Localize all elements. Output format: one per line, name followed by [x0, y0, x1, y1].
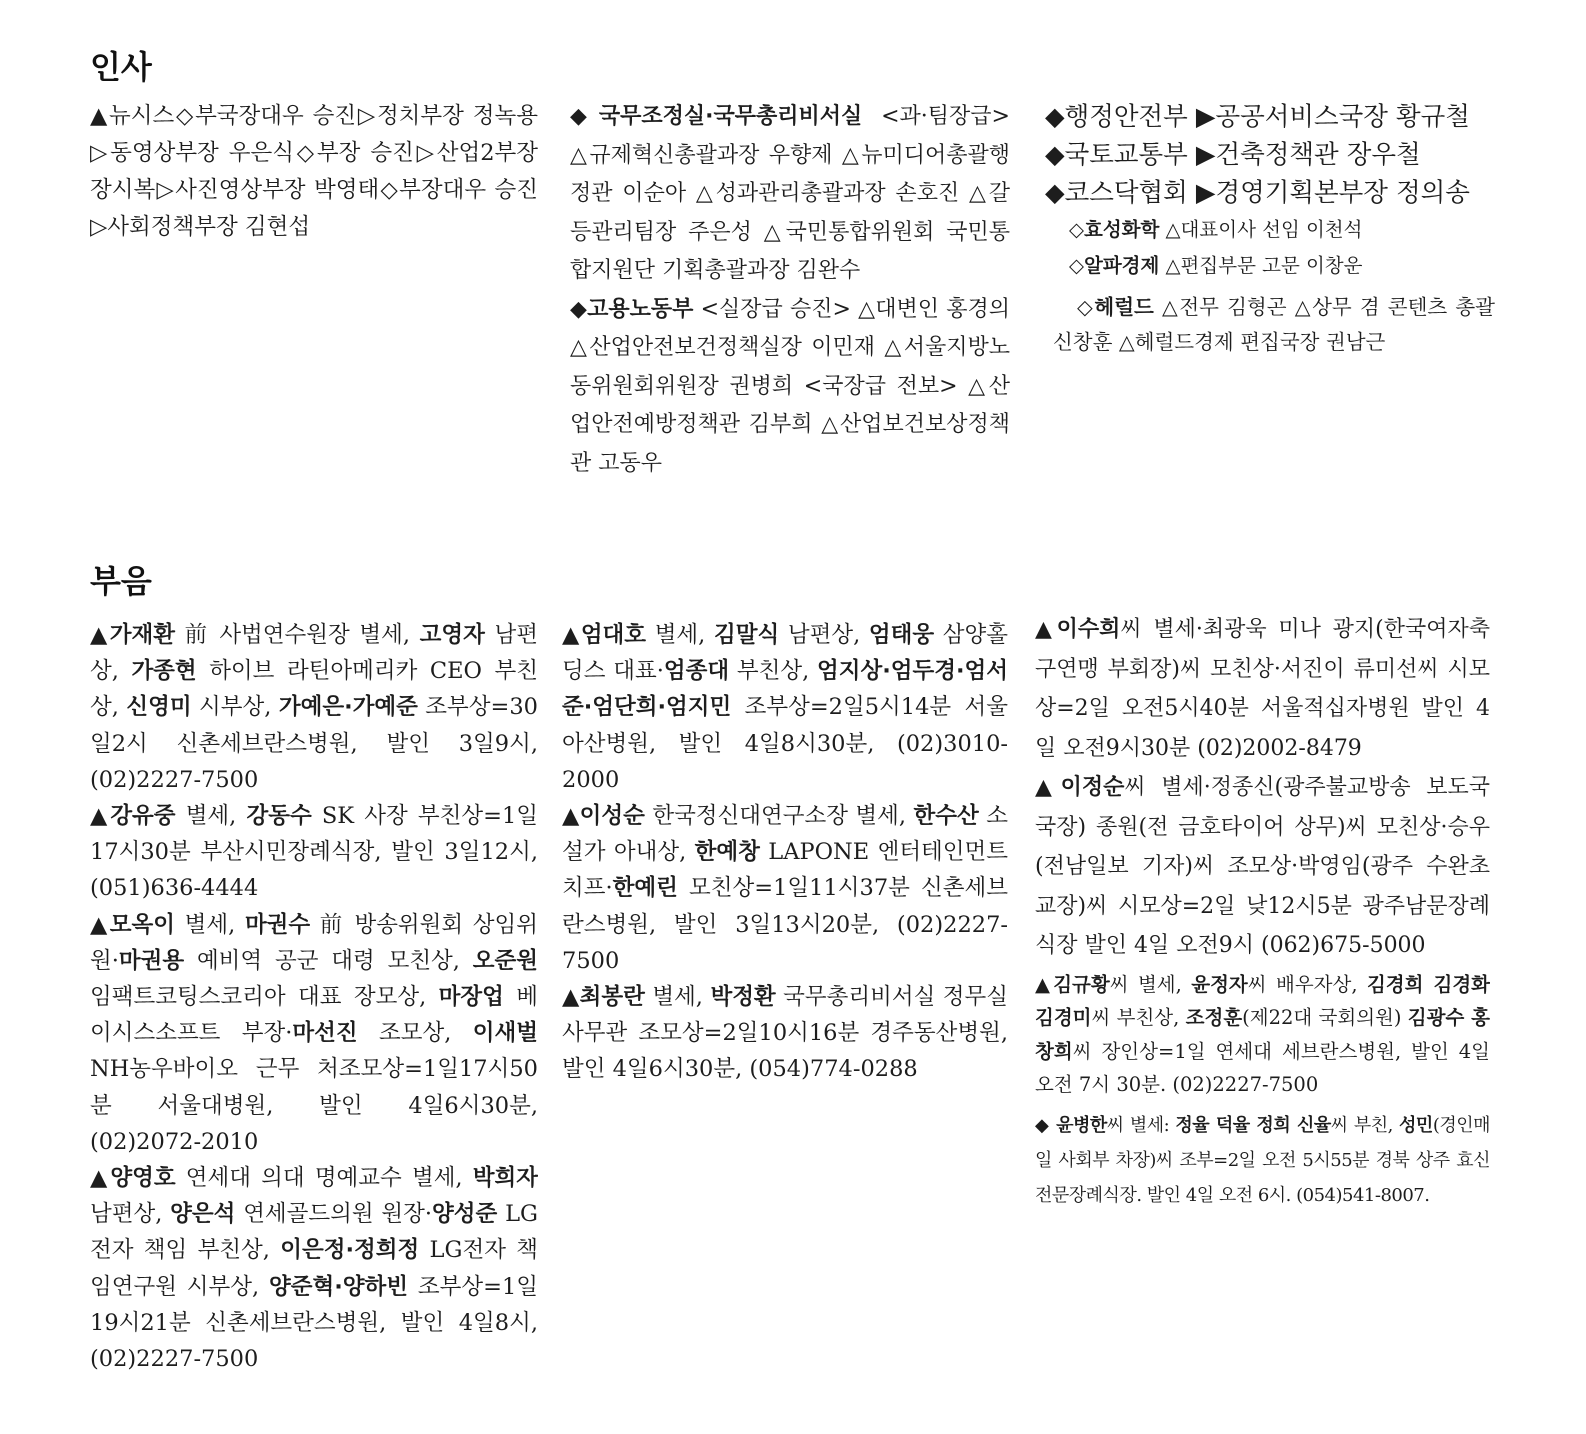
person-name: ▲강유중	[90, 803, 176, 830]
obituary-entry	[1035, 768, 1490, 966]
entry-text: 씨 장인상=1일 연세대 세브란스병원, 발인 4일 오전 7시 30분. (02)2227-7500	[1035, 1039, 1490, 1096]
person-name: 엄종대	[663, 658, 730, 685]
obituary-entry	[1035, 1108, 1490, 1213]
insa-entry-kosdaq: ◆코스닥협회 ▶경영기획본부장 정의송	[1045, 178, 1470, 208]
person-name: 엄지상·엄두경·엄서준·엄단희·엄지민	[562, 658, 1008, 721]
insa-entry-newsis: ▲뉴시스◇부국장대우 승진▷정치부장 정녹용▷동영상부장 우은식◇부장 승진▷산업2부장 장시복▷사진영상부장 박영태◇부장대우 승진▷사회정책부장 김현섭	[90, 103, 538, 240]
person-name: 양성준	[432, 1201, 498, 1228]
person-name: 김광수 홍창희	[1035, 1006, 1490, 1063]
person-name: 양준혁·양하빈	[269, 1273, 409, 1300]
entry-text: LAPONE 엔터테인먼트 치프·	[562, 839, 1008, 902]
person-name: 고영자	[419, 622, 485, 648]
entry-text: 前 사법연수원장 별세,	[175, 622, 420, 648]
entry-text: SK 사장 부친상=1일17시30분 부산시민장례식장, 발인 3일12시, (051)636-4444	[90, 803, 538, 902]
entry-body: △대표이사 선임 이천석	[1159, 218, 1363, 241]
org-name: ◇효성화학	[1069, 218, 1160, 241]
entry-text: 씨 별세·정종신(광주불교방송 보도국 국장) 종원(전 금호타이어 상무)씨 모친상·승우(전남일보 기자)씨 조모상·박영임(광주 수완초 교장)씨 시모상=2일 낮12시5분 광주남문장례식장 발인 4일 오전9시 (062)675-5000	[1035, 775, 1490, 958]
org-name: ◇알파경제	[1069, 254, 1160, 277]
person-name: ▲가재환	[90, 622, 176, 648]
person-name: 강동수	[246, 803, 312, 830]
person-name: 성민	[1399, 1114, 1433, 1136]
entry-body: <실장급 승진> △대변인 홍경의 △산업안전보건정책실장 이민재 △서울지방노동위원회위원장 권병희 <국장급 전보> △산업안전예방정책관 김부희 △산업보건보상정책관 고동우	[570, 296, 1010, 476]
section-title-bueum: 부음	[90, 562, 152, 600]
person-name: 박희자	[472, 1165, 538, 1192]
person-name: ▲최봉란	[562, 984, 645, 1011]
person-name: 마선진	[292, 1020, 358, 1047]
entry-text: 씨 별세:	[1106, 1114, 1176, 1136]
entry-body: △편집부문 고문 이창운	[1159, 254, 1363, 277]
obituary-entry	[90, 617, 538, 798]
bueum-column-3	[1035, 610, 1490, 1213]
obituary-entry	[90, 798, 538, 907]
insa-column-3	[1045, 98, 1495, 360]
section-title-insa: 인사	[90, 48, 152, 86]
entry-text: 씨 배우자상,	[1247, 972, 1367, 996]
entry-text: 별세,	[175, 803, 247, 830]
entry-text: 연세골드의원 원장·	[235, 1201, 433, 1228]
entry-text: 임팩트코팅스코리아 대표 장모상,	[90, 984, 439, 1011]
person-name: ▲엄대호	[562, 622, 647, 648]
entry-text: 前 방송위원회 상임위원·	[90, 911, 538, 974]
obituary-entry	[562, 617, 1008, 798]
entry-text: 모친상=1일11시37분 신촌세브란스병원, 발인 3일13시20분, (02)2227-7500	[562, 875, 1008, 974]
person-name: 정율 덕율 정희 신율	[1175, 1114, 1331, 1136]
entry-text: 씨 부친상,	[1091, 1006, 1186, 1029]
entry-text: 별세,	[646, 622, 714, 648]
obituary-entry	[90, 907, 538, 1160]
person-name: 한예창	[694, 839, 760, 866]
entry-text: 하이브 라틴아메리카 CEO 부친상,	[90, 658, 538, 721]
obituary-entry	[1035, 968, 1490, 1102]
person-name: ▲이성순	[562, 803, 645, 830]
person-name: 이은정·정희정	[280, 1237, 420, 1264]
entry-text: 부친상,	[729, 658, 818, 685]
entry-text: 조모상,	[357, 1020, 473, 1047]
person-name: 마권수	[244, 911, 311, 938]
person-name: 한수산	[913, 803, 979, 830]
entry-text: 씨 부친,	[1330, 1114, 1400, 1136]
insa-entry-moel	[570, 291, 1010, 484]
obituary-entry	[562, 798, 1008, 979]
insa-entry-mois: ◆행정안전부 ▶공공서비스국장 황규철	[1045, 102, 1470, 132]
person-name: 한예린	[612, 875, 678, 902]
entry-text: LG전자 책임연구원 시부상,	[90, 1237, 538, 1300]
entry-text: LG전자 책임 부친상,	[90, 1201, 538, 1264]
entry-text: 남편상,	[90, 1201, 171, 1228]
person-name: ▲김규황	[1035, 972, 1110, 996]
person-name: 조정훈	[1185, 1006, 1243, 1029]
entry-text: 별세,	[644, 984, 711, 1011]
person-name: ▲이수희	[1035, 617, 1121, 642]
person-name: 이새벌	[472, 1020, 538, 1047]
insa-entry-hyosung	[1045, 212, 1495, 248]
org-name: ◆고용노동부	[570, 296, 694, 322]
person-name: 마권용	[118, 947, 185, 974]
entry-text: 조부상=1일19시21분 신촌세브란스병원, 발인 4일8시, (02)2227-7500	[90, 1273, 538, 1373]
entry-body: <과·팀장급> △규제혁신총괄과장 우향제 △뉴미디어총괄행정관 이순아 △성과관리총괄과장 손호진 △갈등관리팀장 주은성 △국민통합위원회 국민통합지원단 기획총괄과장 김완수	[570, 104, 1010, 283]
entry-text: 남편상,	[90, 622, 538, 685]
person-name: 김경희 김경화 김경미	[1035, 972, 1490, 1029]
person-name: 가종현	[131, 658, 197, 685]
entry-text: 조부상=2일5시14분 서울아산병원, 발인 4일8시30분, (02)3010-2000	[562, 694, 1008, 793]
insa-entry-alpha	[1045, 248, 1495, 284]
entry-text: 씨 별세·최광욱 미나 광지(한국여자축구연맹 부회장)씨 모친상·서진이 류미선씨 시모상=2일 오전5시40분 서울적십자병원 발인 4일 오전9시30분 (02)2002-8479	[1035, 617, 1490, 761]
obituary-entry	[562, 979, 1008, 1088]
person-name: 오준원	[472, 947, 538, 974]
org-name: ◇헤럴드	[1077, 295, 1154, 319]
insa-entry-herald	[1045, 290, 1495, 360]
insa-entry-pmo	[570, 98, 1010, 291]
insa-entry-molit: ◆국토교통부 ▶건축정책관 장우철	[1045, 140, 1421, 170]
entry-text: 국무총리비서실 정무실 사무관 조모상=2일10시16분 경주동산병원, 발인 4일6시30분, (054)774-0288	[562, 984, 1008, 1083]
obituary-entry	[1035, 610, 1490, 768]
entry-text: 별세,	[175, 911, 245, 938]
entry-text: 베이시스소프트 부장·	[90, 984, 538, 1047]
entry-text: 예비역 공군 대령 모친상,	[184, 947, 473, 974]
bueum-column-1	[90, 617, 538, 1377]
person-name: 마장업	[438, 984, 504, 1011]
bueum-column-2	[562, 617, 1008, 1088]
entry-text: 시부상,	[191, 694, 279, 721]
entry-text: (경인매일 사회부 차장)씨 조부=2일 오전 5시55분 경북 상주 효신전문장례식장. 발인 4일 오전 6시. (054)541-8007.	[1035, 1114, 1490, 1206]
person-name: ◆ 윤병한	[1035, 1114, 1107, 1136]
entry-text: 남편상,	[779, 622, 869, 648]
person-name: 양은석	[170, 1201, 236, 1228]
entry-text: 연세대 의대 명예교수 별세,	[175, 1165, 473, 1192]
entry-text: (제22대 국회의원)	[1242, 1006, 1408, 1029]
person-name: 신영미	[126, 694, 192, 721]
entry-text: 삼양홀딩스 대표·	[562, 622, 1008, 685]
entry-body: △전무 김형곤 △상무 겸 콘텐츠 총괄 신창훈 △헤럴드경제 편집국장 권남근	[1053, 295, 1495, 354]
org-name: ◆국무조정실·국무총리비서실	[570, 104, 863, 129]
entry-text: 한국정신대연구소장 별세,	[644, 803, 914, 830]
entry-text: NH농우바이오 근무 처조모상=1일17시50분 서울대병원, 발인 4일6시30분, (02)2072-2010	[90, 1056, 538, 1155]
entry-text: 소설가 아내상,	[562, 803, 1008, 866]
insa-column-2	[570, 98, 1010, 483]
insa-column-1	[90, 98, 538, 246]
person-name: 박정환	[710, 984, 776, 1011]
person-name: 가예은·가예준	[278, 694, 418, 721]
obituary-entry	[90, 1160, 538, 1377]
person-name: 엄태웅	[868, 622, 935, 648]
person-name: ▲양영호	[90, 1165, 176, 1192]
entry-text: 씨 별세,	[1109, 972, 1192, 996]
person-name: ▲이정순	[1035, 775, 1125, 800]
person-name: 김말식	[713, 622, 780, 648]
person-name: ▲모옥이	[90, 911, 176, 938]
entry-text: 조부상=30일2시 신촌세브란스병원, 발인 3일9시, (02)2227-7500	[90, 694, 538, 793]
person-name: 윤정자	[1191, 972, 1248, 996]
